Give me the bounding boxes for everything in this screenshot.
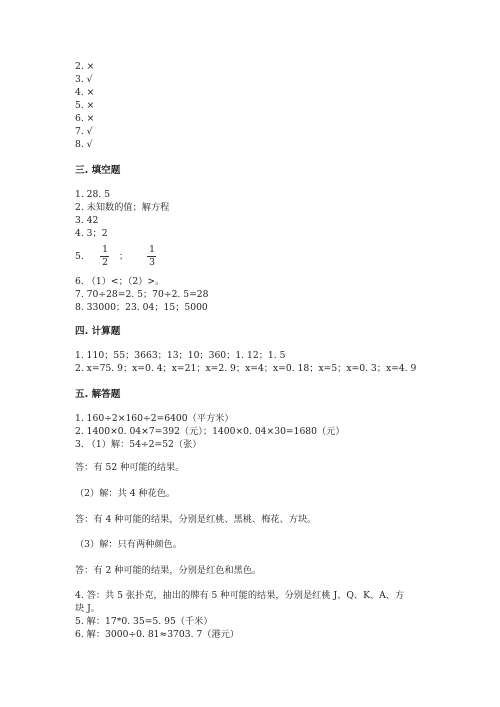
tf-answer: 2. × [75, 61, 95, 72]
answer-line: 答：有 2 种可能的结果，分别是红色和黑色。 [75, 565, 262, 576]
fraction-1-numerator: 1 [102, 244, 108, 255]
tf-answer: 7. √ [75, 126, 93, 137]
answer-line: 6. 解：3000÷0. 81≈3703. 7（港元） [75, 629, 240, 640]
fraction-2-numerator: 1 [149, 244, 155, 255]
answer-line: 4. 3；2 [75, 228, 108, 239]
answer-line: 答：有 4 种可能的结果，分别是红桃、黑桃、梅花、方块。 [75, 514, 317, 525]
separator: ； [119, 251, 129, 262]
answer-line: 1. 28. 5 [75, 189, 111, 200]
answer-line: 5. 解：17*0. 35=5. 95（千米） [75, 616, 213, 627]
tf-answer: 6. × [75, 113, 95, 124]
answer-line: 3. （1）解：54÷2=52（张） [75, 439, 202, 450]
answer-line: 2. 未知数的值；解方程 [75, 202, 170, 213]
answer-line: 7. 70÷28=2. 5；70÷2. 5=28 [75, 289, 209, 300]
tf-answer: 4. × [75, 87, 95, 98]
answer-line: （2）解：共 4 种花色。 [75, 488, 176, 499]
section-heading: 三. 填空题 [75, 165, 121, 176]
fraction-1-denominator: 2 [102, 257, 108, 268]
answer-line: 6. （1）<；（2）>。 [75, 276, 165, 287]
answer-line: 3. 42 [75, 215, 99, 226]
answer-line: 块 J。 [75, 603, 100, 614]
answer-line: 8. 33000；23. 04；15；5000 [75, 302, 208, 313]
tf-answer: 8. √ [75, 139, 93, 150]
tf-answer: 5. × [75, 100, 95, 111]
fraction-2-denominator: 3 [149, 257, 155, 268]
section-heading: 四. 计算题 [75, 326, 121, 337]
answer-line: （3）解：只有两种颜色。 [75, 539, 182, 550]
answer-line: 答：有 52 种可能的结果。 [75, 462, 185, 473]
item-number: 5. [75, 251, 84, 262]
answer-line: 1. 110；55；3663；13；10；360；1. 12；1. 5 [75, 350, 286, 361]
answer-line: 2. x=75. 9；x=0. 4；x=21；x=2. 9；x=4；x=0. 18；x=5；x=0. 3；x=4. 9 [75, 363, 417, 374]
answer-line: 1. 160÷2×160÷2=6400（平方米） [75, 413, 234, 424]
answer-line: 2. 1400×0. 04×7=392（元）；1400×0. 04×30=1680（元） [75, 426, 345, 437]
answer-line: 4. 答：共 5 张扑克，抽出的牌有 5 种可能的结果，分别是红桃 J、Q、K、A、方 [75, 590, 405, 601]
section-heading: 五. 解答题 [75, 389, 121, 400]
tf-answer: 3. √ [75, 74, 93, 85]
